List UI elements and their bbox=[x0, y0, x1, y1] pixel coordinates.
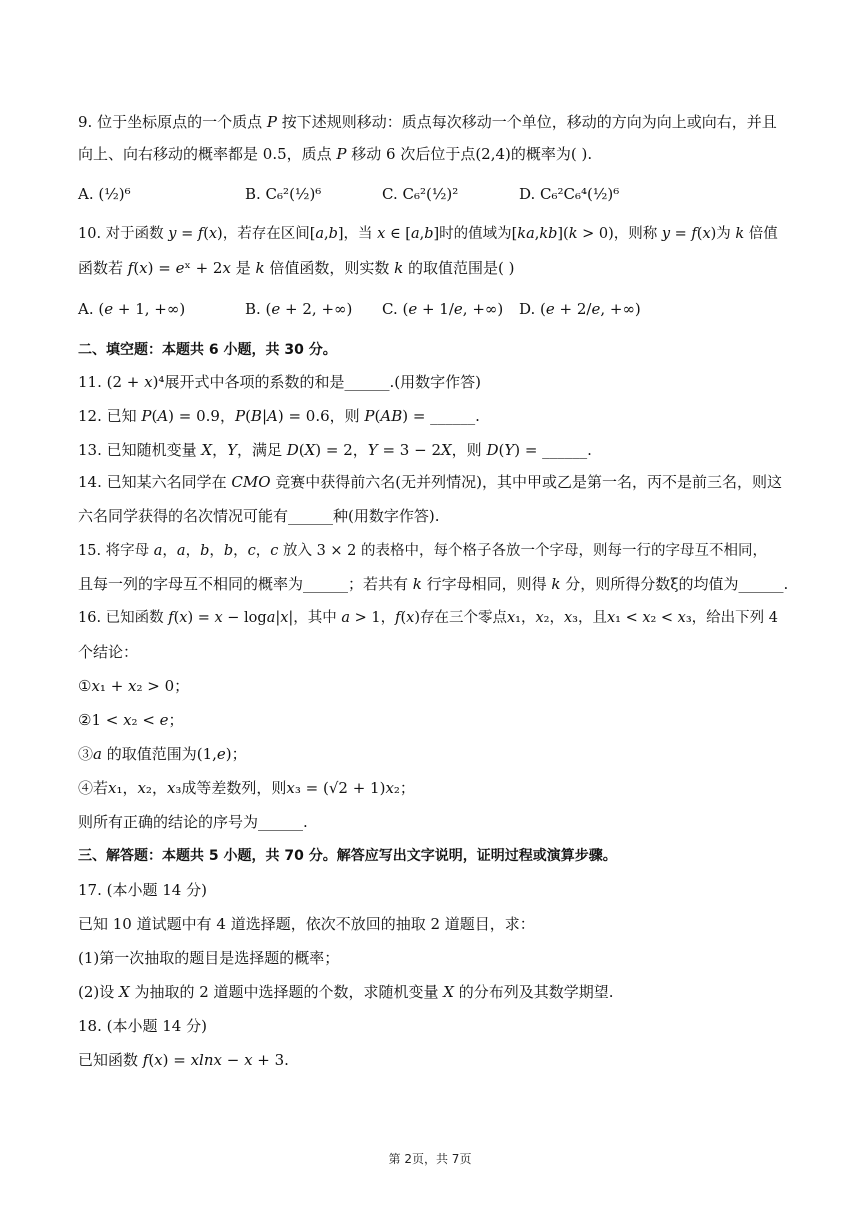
q10-option-a: A. (𝑒 + 1, +∞) bbox=[78, 300, 186, 318]
q16-conclusion-1: ①𝑥₁ + 𝑥₂ > 0； bbox=[78, 677, 190, 695]
q11: 11. (2 + 𝑥)⁴展开式中各项的系数的和是______.(用数字作答) bbox=[78, 373, 481, 391]
q17-line1: 已知 10 道试题中有 4 道选择题，依次不放回的抽取 2 道题目，求： bbox=[78, 915, 535, 933]
q10-line1: 10. 对于函数 𝑦 = 𝑓(𝑥)，若存在区间[𝑎,𝑏]，当 𝑥 ∈ [𝑎,𝑏]时的值域为[𝑘𝑎,𝑘𝑏](𝑘 > 0)，则称 𝑦 = 𝑓(𝑥)为 𝑘 倍值 bbox=[78, 226, 778, 242]
q10-option-b: B. (𝑒 + 2, +∞) bbox=[245, 300, 353, 318]
q16-conclusion-4: ④若𝑥₁，𝑥₂，𝑥₃成等差数列，则𝑥₃ = (√2 + 1)𝑥₂； bbox=[78, 779, 415, 797]
q10-line2: 函数若 𝑓(𝑥) = 𝑒ˣ + 2𝑥 是 𝑘 倍值函数，则实数 𝑘 的取值范围是( ) bbox=[78, 259, 515, 277]
q16-line2: 个结论： bbox=[78, 643, 139, 661]
page-footer: 第 2页，共 7页 bbox=[388, 1152, 472, 1166]
q16-conclusion-2: ②1 < 𝑥₂ < 𝑒； bbox=[78, 711, 184, 729]
q16-ask: 则所有正确的结论的序号为______. bbox=[78, 813, 308, 831]
q10-option-c: C. (𝑒 + 1/𝑒, +∞) bbox=[382, 300, 504, 318]
q13: 13. 已知随机变量 𝑋，𝑌，满足 𝐷(𝑋) = 2，𝑌 = 3 − 2𝑋，则 𝐷(𝑌) = ______. bbox=[78, 441, 592, 459]
q9-option-a: A. (½)⁶ bbox=[78, 185, 131, 203]
q9-option-b: B. C₆²(½)⁶ bbox=[245, 185, 322, 203]
q14-line1: 14. 已知某六名同学在 𝐶𝑀𝑂 竞赛中获得前六名(无并列情况)，其中甲或乙是第一名，丙不是前三名，则这 bbox=[78, 473, 783, 491]
q9-option-d: D. C₆²C₆⁴(½)⁶ bbox=[519, 185, 620, 203]
q10-option-d: D. (𝑒 + 2/𝑒, +∞) bbox=[519, 300, 641, 318]
section-answer-heading: 三、解答题：本题共 5 小题，共 70 分。解答应写出文字说明，证明过程或演算步骤。 bbox=[78, 848, 617, 864]
q18-line1: 已知函数 𝑓(𝑥) = 𝑥𝑙𝑛𝑥 − 𝑥 + 3. bbox=[78, 1051, 289, 1069]
q12: 12. 已知 𝑃(𝐴) = 0.9，𝑃(𝐵|𝐴) = 0.6，则 𝑃(𝐴𝐵) = ______. bbox=[78, 407, 480, 425]
q17-part1: (1)第一次抽取的题目是选择题的概率； bbox=[78, 949, 340, 967]
q16-line1: 16. 已知函数 𝑓(𝑥) = 𝑥 − log𝑎|𝑥|，其中 𝑎 > 1，𝑓(𝑥)存在三个零点𝑥₁，𝑥₂，𝑥₃，且𝑥₁ < 𝑥₂ < 𝑥₃，给出下列 4 bbox=[78, 610, 779, 626]
q9-line1: 9. 位于坐标原点的一个质点 𝑃 按下述规则移动：质点每次移动一个单位，移动的方向为向上或向右，并且 bbox=[78, 113, 777, 131]
q14-line2: 六名同学获得的名次情况可能有______种(用数字作答). bbox=[78, 507, 440, 525]
q18-head: 18. (本小题 14 分) bbox=[78, 1017, 207, 1035]
q9-option-c: C. C₆²(½)² bbox=[382, 185, 459, 203]
q15-line2: 且每一列的字母互不相同的概率为______；若共有 𝑘 行字母相同，则得 𝑘 分，则所得分数ξ的均值为______. bbox=[78, 575, 789, 593]
q15-line1: 15. 将字母 𝑎，𝑎，𝑏，𝑏，𝑐，𝑐 放入 3 × 2 的表格中，每个格子各放一个字母，则每一行的字母互不相同， bbox=[78, 543, 768, 559]
q17-part2: (2)设 𝑋 为抽取的 2 道题中选择题的个数，求随机变量 𝑋 的分布列及其数学期望. bbox=[78, 983, 614, 1001]
section-fill-in-heading: 二、填空题：本题共 6 小题，共 30 分。 bbox=[78, 342, 337, 358]
q16-conclusion-3: ③𝑎 的取值范围为(1,𝑒)； bbox=[78, 745, 247, 763]
q17-head: 17. (本小题 14 分) bbox=[78, 881, 207, 899]
q9-line2: 向上、向右移动的概率都是 0.5，质点 𝑃 移动 6 次后位于点(2,4)的概率为( ). bbox=[78, 145, 593, 163]
